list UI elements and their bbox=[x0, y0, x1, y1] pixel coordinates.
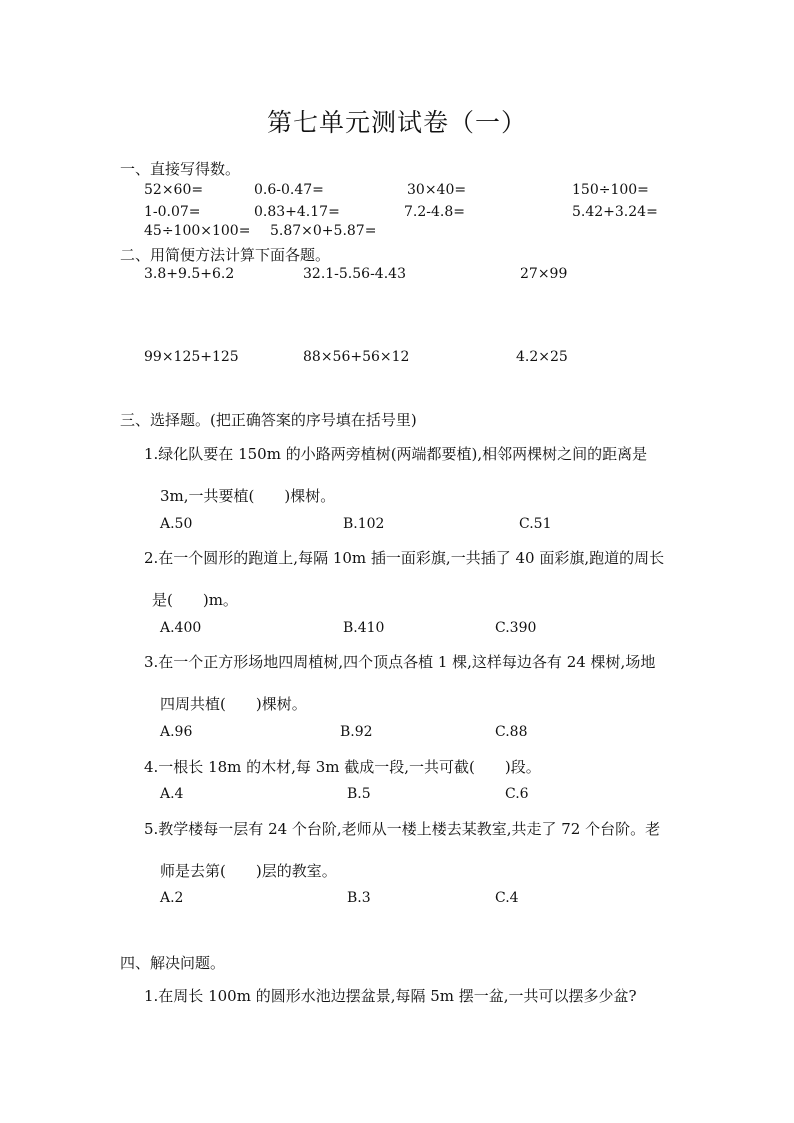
mental-math-item: 7.2-4.8= bbox=[404, 204, 465, 220]
section-4-heading: 四、解决问题。 bbox=[120, 954, 226, 972]
calc-item: 4.2×25 bbox=[516, 349, 568, 365]
mental-math-item: 5.87×0+5.87= bbox=[270, 223, 377, 239]
mental-math-item: 1-0.07= bbox=[144, 204, 201, 220]
section-2-heading: 二、用简便方法计算下面各题。 bbox=[120, 246, 331, 264]
option-b: B.102 bbox=[343, 516, 385, 532]
mental-math-item: 150÷100= bbox=[572, 182, 649, 198]
mental-math-item: 5.42+3.24= bbox=[572, 204, 658, 220]
mental-math-item: 0.83+4.17= bbox=[254, 204, 340, 220]
question-text: 4.一根长 18m 的木材,每 3m 截成一段,一共可截( )段。 bbox=[144, 758, 541, 776]
option-a: A.50 bbox=[160, 516, 193, 532]
option-c: C.88 bbox=[495, 724, 528, 740]
option-c: C.4 bbox=[495, 890, 519, 906]
calc-item: 3.8+9.5+6.2 bbox=[144, 266, 235, 282]
option-c: C.6 bbox=[505, 786, 529, 802]
mental-math-item: 0.6-0.47= bbox=[254, 182, 324, 198]
question-text: 5.教学楼每一层有 24 个台阶,老师从一楼上楼去某教室,共走了 72 个台阶。老 bbox=[144, 820, 661, 838]
section-1-heading: 一、直接写得数。 bbox=[120, 160, 241, 178]
option-c: C.390 bbox=[495, 620, 537, 636]
option-b: B.92 bbox=[340, 724, 373, 740]
calc-item: 32.1-5.56-4.43 bbox=[303, 266, 406, 282]
option-a: A.400 bbox=[160, 620, 202, 636]
calc-item: 27×99 bbox=[520, 266, 568, 282]
calc-item: 99×125+125 bbox=[144, 349, 239, 365]
page-title: 第七单元测试卷（一） bbox=[266, 108, 527, 137]
question-text: 3.在一个正方形场地四周植树,四个顶点各植 1 棵,这样每边各有 24 棵树,场地 bbox=[144, 653, 656, 671]
question-text: 1.在周长 100m 的圆形水池边摆盆景,每隔 5m 摆一盆,一共可以摆多少盆? bbox=[144, 987, 637, 1005]
option-a: A.4 bbox=[160, 786, 184, 802]
option-b: B.3 bbox=[347, 890, 371, 906]
mental-math-item: 30×40= bbox=[407, 182, 467, 198]
mental-math-item: 52×60= bbox=[144, 182, 204, 198]
option-b: B.5 bbox=[347, 786, 371, 802]
mental-math-item: 45÷100×100= bbox=[144, 223, 251, 239]
question-text: 3m,一共要植( )棵树。 bbox=[160, 487, 336, 505]
question-text: 2.在一个圆形的跑道上,每隔 10m 插一面彩旗,一共插了 40 面彩旗,跑道的周长 bbox=[144, 549, 665, 567]
question-text: 1.绿化队要在 150m 的小路两旁植树(两端都要植),相邻两棵树之间的距离是 bbox=[144, 445, 648, 463]
question-text: 四周共植( )棵树。 bbox=[160, 695, 307, 713]
question-text: 是( )m。 bbox=[152, 591, 238, 609]
option-b: B.410 bbox=[343, 620, 385, 636]
option-a: A.96 bbox=[160, 724, 193, 740]
question-text: 师是去第( )层的教室。 bbox=[160, 862, 337, 880]
calc-item: 88×56+56×12 bbox=[303, 349, 410, 365]
option-a: A.2 bbox=[160, 890, 184, 906]
option-c: C.51 bbox=[519, 516, 552, 532]
section-3-heading: 三、选择题。(把正确答案的序号填在括号里) bbox=[120, 411, 417, 429]
